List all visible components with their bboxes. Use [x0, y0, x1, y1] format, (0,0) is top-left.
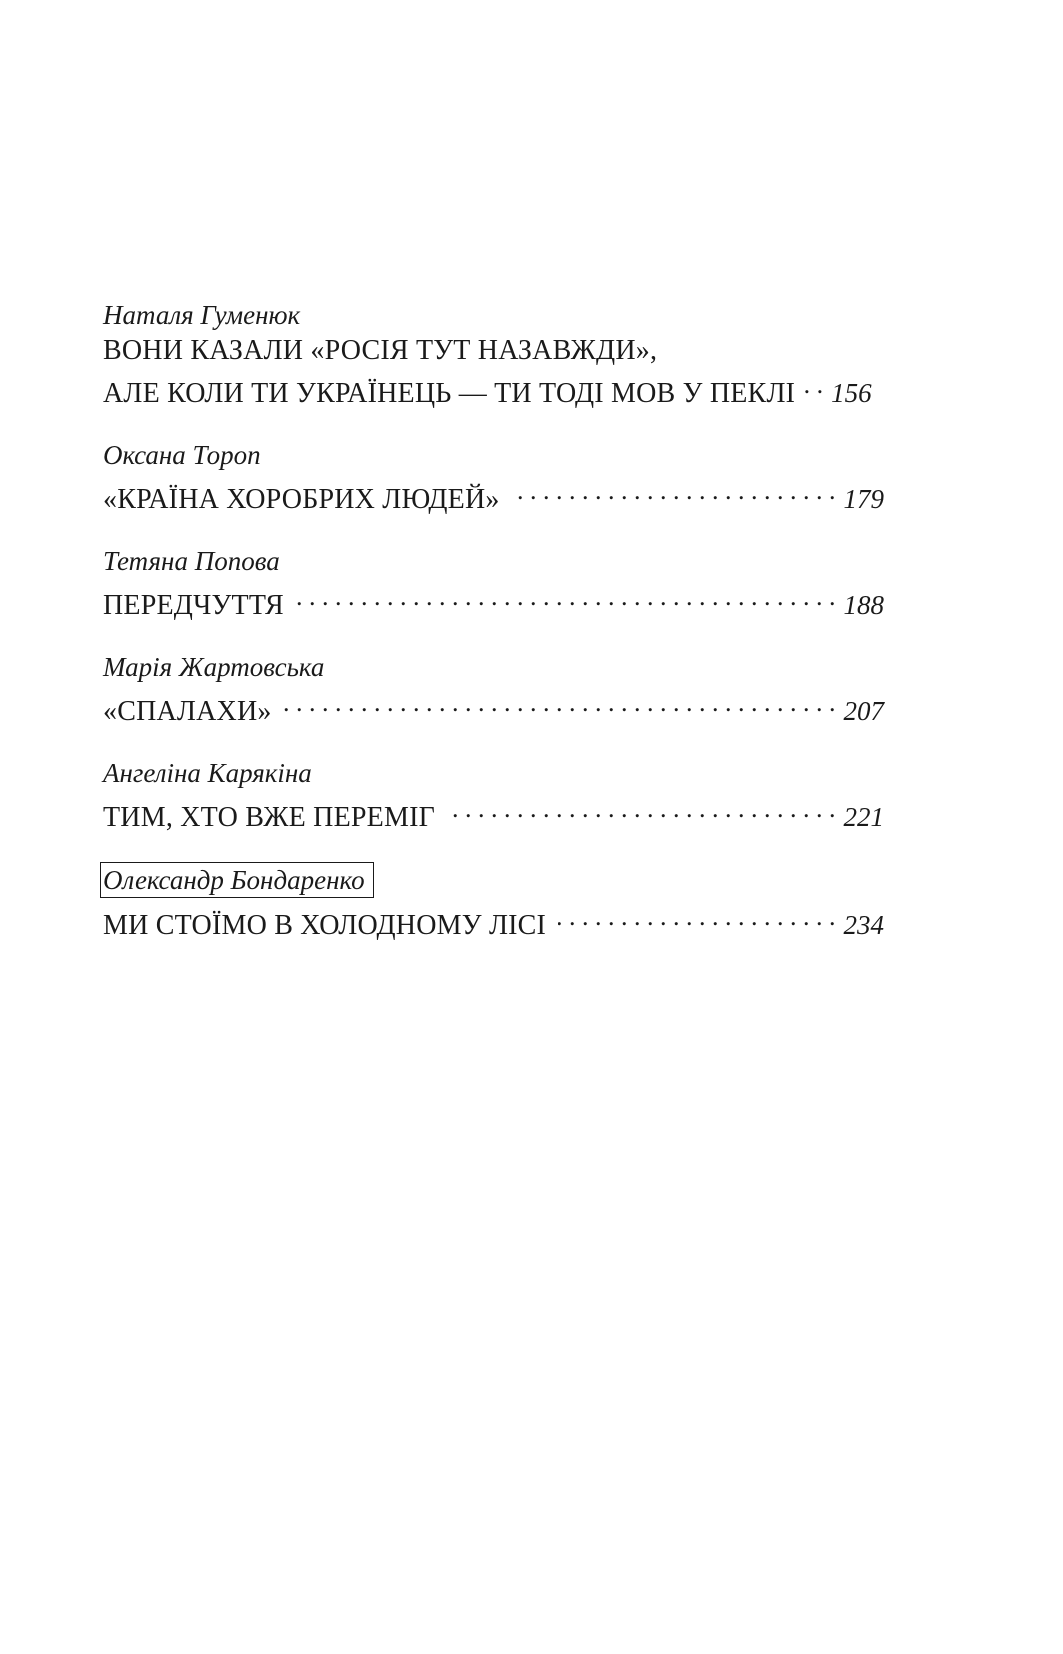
toc-title-line	[103, 900, 884, 941]
toc-title-line	[103, 580, 884, 621]
toc-title: МИ СТОЇМО В ХОЛОДНОМУ ЛІСІ	[103, 910, 547, 941]
toc-title-line	[103, 792, 884, 833]
toc-title: ТИМ, ХТО ВЖЕ ПЕРЕМІГ	[103, 802, 435, 833]
toc-title-line	[103, 334, 884, 368]
toc-page-number: 179	[843, 484, 884, 514]
toc-title: «КРАЇНА ХОРОБРИХ ЛЮДЕЙ»	[103, 484, 500, 515]
toc-entry	[103, 296, 884, 409]
toc-page-number: 207	[843, 696, 884, 726]
toc-title: «СПАЛАХИ»	[103, 696, 272, 727]
toc-entry	[103, 436, 884, 515]
toc-page-number: 156	[831, 378, 872, 408]
dot-leader	[512, 474, 836, 508]
dot-leader	[284, 686, 836, 720]
dot-leader	[296, 580, 836, 614]
toc-author: Оксана Тороп	[103, 440, 261, 470]
toc-author: Наталя Гуменюк	[103, 300, 301, 330]
toc-title: АЛЕ КОЛИ ТИ УКРАЇНЕЦЬ — ТИ ТОДІ МОВ У ПЕКЛІ	[103, 378, 796, 409]
toc-author: Ангеліна Карякіна	[103, 758, 312, 788]
toc-author: Марія Жартовська	[103, 652, 325, 682]
toc-page-number: 221	[843, 802, 884, 832]
toc-title: ВОНИ КАЗАЛИ «РОСІЯ ТУТ НАЗАВЖДИ»,	[103, 335, 658, 366]
toc-title-line	[103, 474, 884, 515]
table-of-contents	[103, 296, 884, 968]
toc-page-number: 234	[843, 910, 884, 940]
toc-title: ПЕРЕДЧУТТЯ	[103, 590, 284, 621]
toc-author-selected[interactable]: Олександр Бондаренко	[100, 862, 374, 898]
dot-leader	[558, 900, 835, 934]
toc-author: Тетяна Попова	[103, 546, 280, 576]
toc-title-line	[103, 368, 884, 409]
dot-leader	[447, 792, 836, 826]
toc-entry	[103, 542, 884, 621]
dot-leader	[805, 368, 823, 402]
toc-entry	[103, 648, 884, 727]
toc-title-line	[103, 686, 884, 727]
toc-entry	[103, 860, 884, 941]
toc-page-number: 188	[843, 590, 884, 620]
toc-entry	[103, 754, 884, 833]
